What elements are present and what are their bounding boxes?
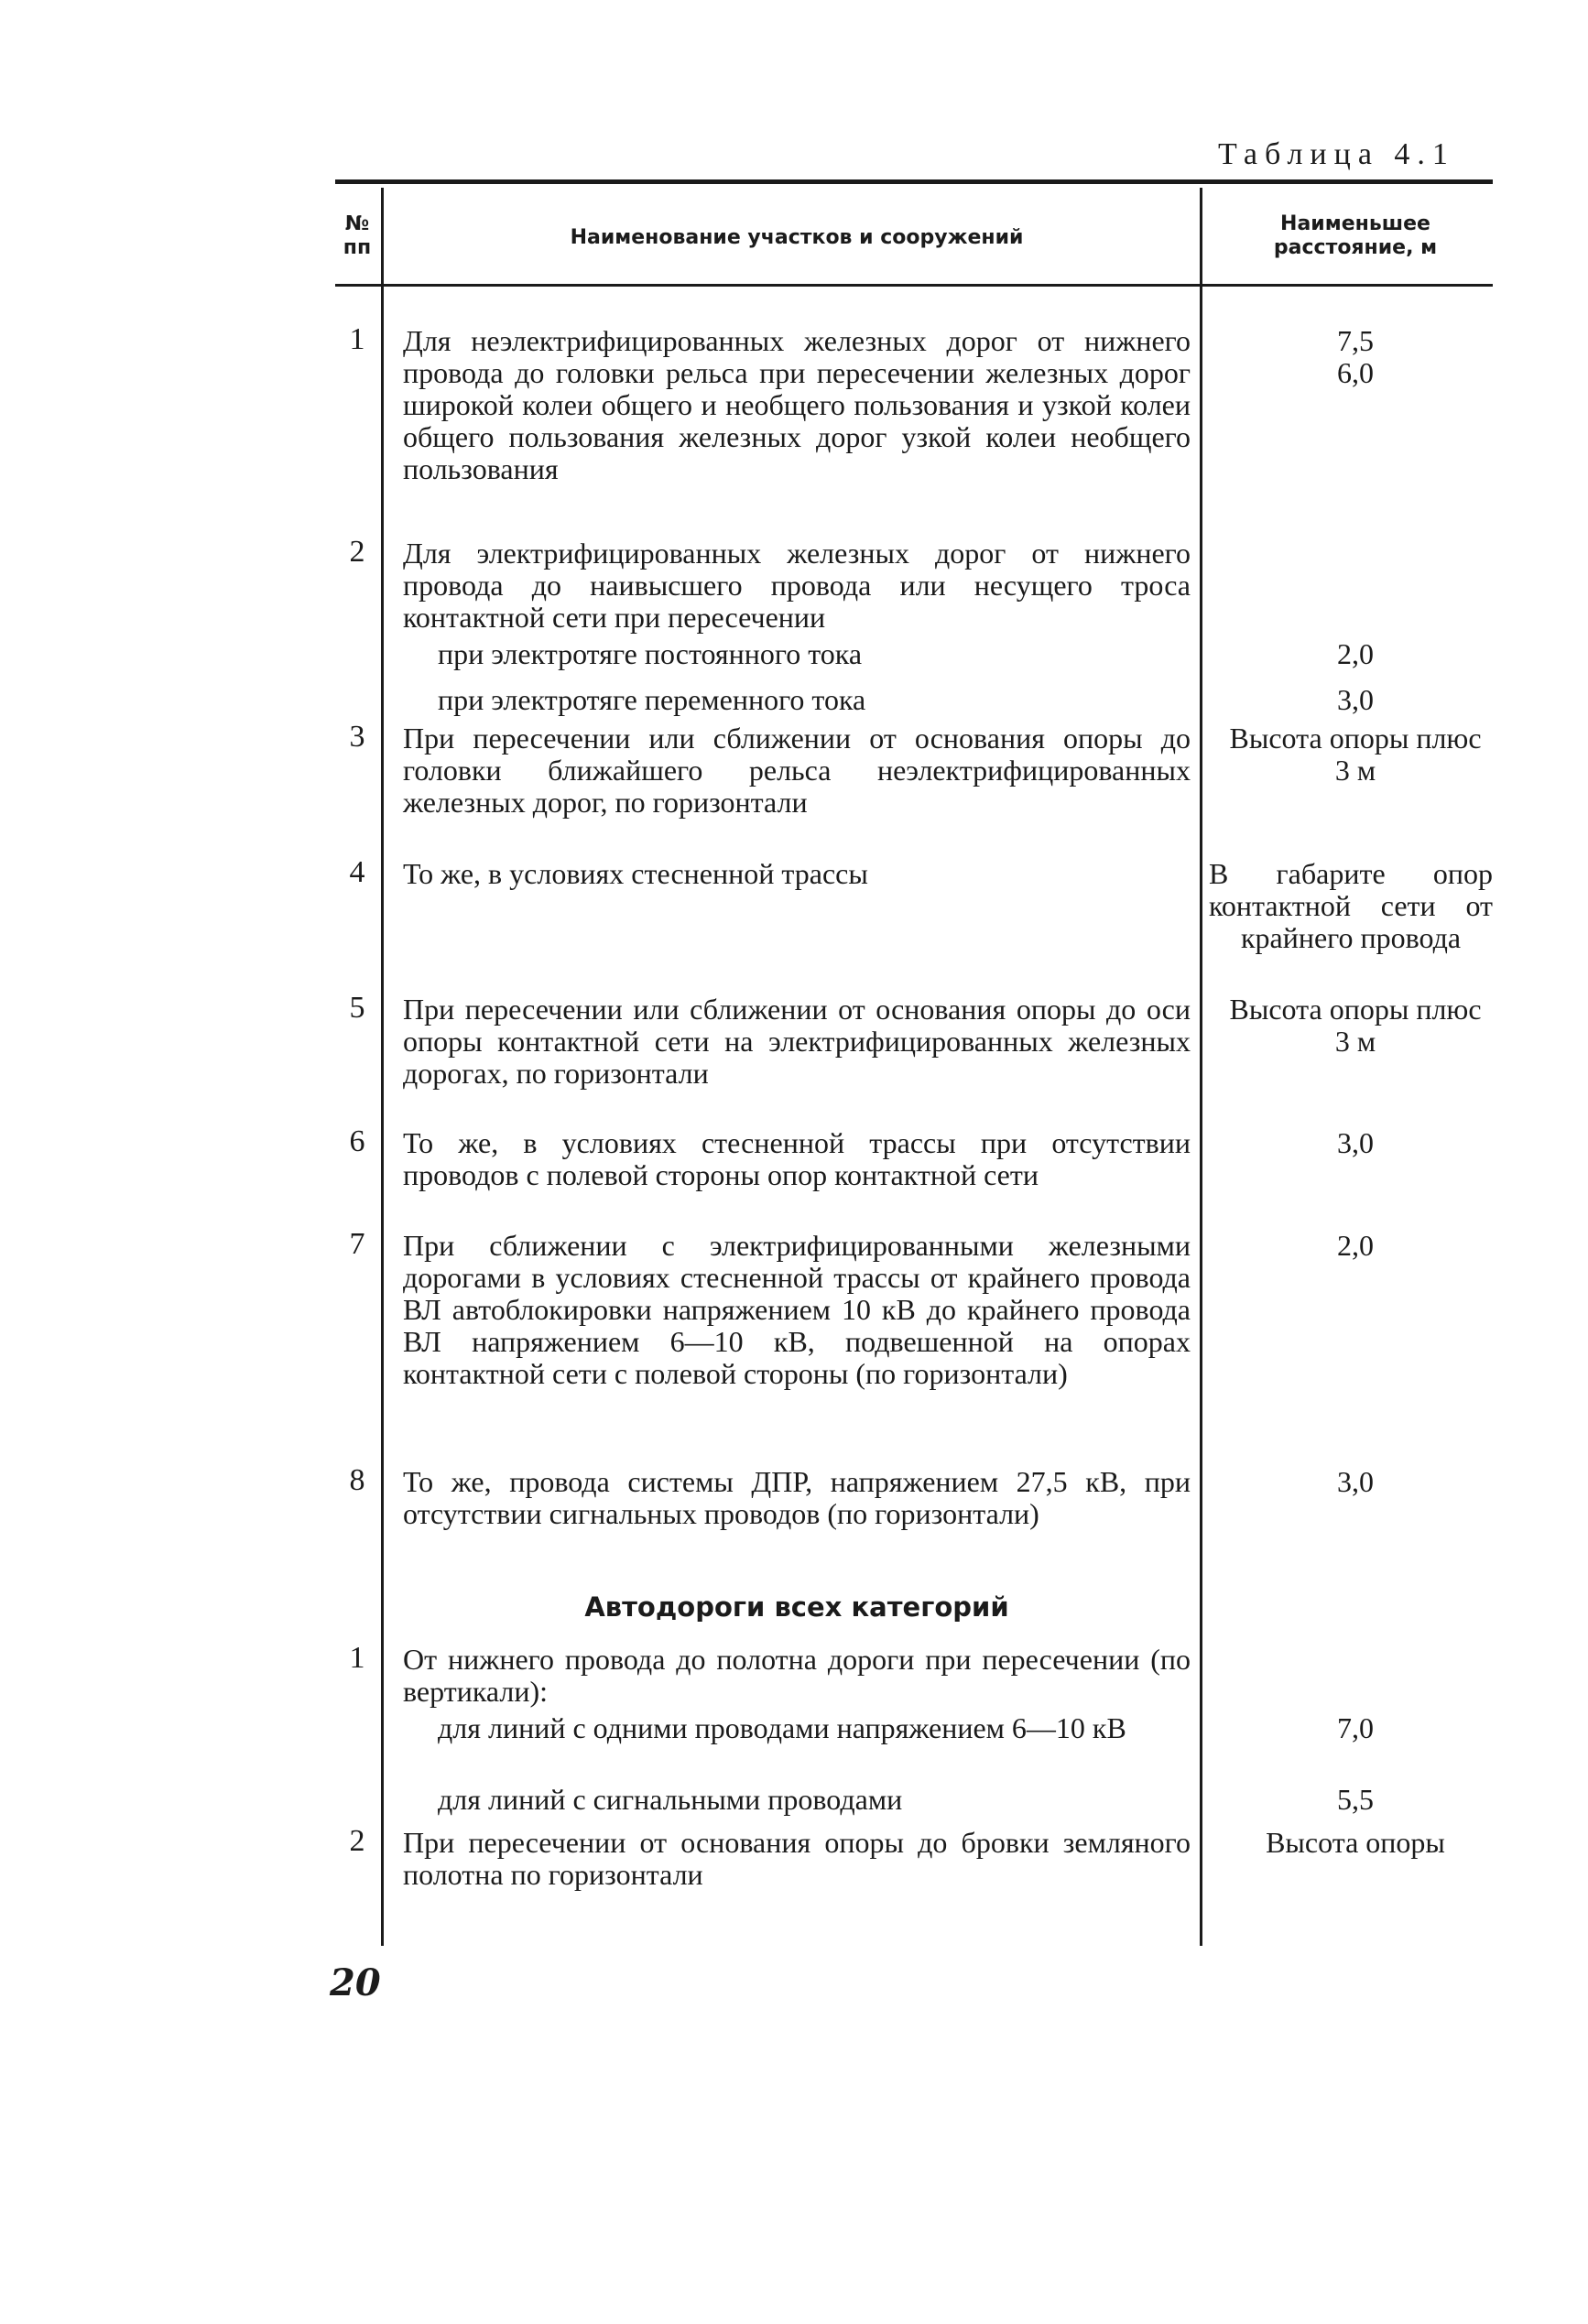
- row-value: 7,5 6,0: [1337, 324, 1374, 389]
- table-caption: Таблица 4.1: [1218, 137, 1455, 171]
- row-description: При пересечении от основания опоры до бровки земляного полотна по горизонтали: [403, 1826, 1191, 1891]
- row-description: То же, провода системы ДПР, напряжением 27,5 кВ, при отсутствии сигнальных проводов (по горизонтали): [403, 1465, 1191, 1530]
- row-description: При пересечении или сближении от основания опоры до оси опоры контактной сети на электрифицированных железных дорогах, по горизонтали: [403, 993, 1191, 1090]
- row-description: Для неэлектрифицированных железных дорог от нижнего провода до головки рельса при пересечении железных дорог широкой колеи общего и необщего пользования и узкой колеи общего пользования железных дорог узкой колеи необщего пользования: [403, 324, 1191, 485]
- row-description: При сближении с электрифицированными железными дорогами в условиях стесненной трассы от крайнего провода ВЛ автоблокировки напряжением 10 кВ до крайнего провода ВЛ напряжением 6—10 кВ, подвешенной на опорах контактной сети с полевой стороны (по горизонтали): [403, 1229, 1191, 1390]
- row-description: При пересечении или сближении от основания опоры до головки ближайшего рельса неэлектрифицированных железных дорог, по горизонтали: [403, 722, 1191, 819]
- row-value: Высота опоры плюс 3 м: [1229, 722, 1482, 787]
- row-number: 1: [349, 1641, 365, 1675]
- row-value: 3,0: [1337, 1126, 1374, 1159]
- row-description: То же, в условиях стесненной трассы: [403, 857, 868, 890]
- page-number: 20: [330, 1961, 381, 2004]
- row-description: для линий с сигнальными проводами: [438, 1783, 903, 1816]
- row-number: 4: [349, 855, 365, 889]
- row-value: 2,0: [1337, 1229, 1374, 1262]
- row-number: 7: [349, 1227, 365, 1261]
- row-number: 2: [349, 1824, 365, 1858]
- table-top-rule: [335, 179, 1493, 184]
- row-description: при электротяге переменного тока: [438, 683, 866, 716]
- column-divider-right: [1200, 188, 1202, 1946]
- row-number: 2: [349, 535, 365, 569]
- row-value: 3,0: [1337, 1465, 1374, 1498]
- header-bottom-rule: [335, 284, 1493, 287]
- row-description: От нижнего провода до полотна дороги при пересечении (по вертикали):: [403, 1643, 1191, 1708]
- row-number: 6: [349, 1124, 365, 1158]
- row-value: В габарите опор контактной сети от крайнего провода: [1209, 857, 1493, 954]
- column-divider-left: [381, 188, 384, 1946]
- row-value: Высота опоры: [1266, 1826, 1445, 1859]
- row-value: 2,0: [1337, 637, 1374, 670]
- header-distance: Наименьшее расстояние, м: [1273, 212, 1438, 259]
- row-value: 3,0: [1337, 683, 1374, 716]
- row-value: 5,5: [1337, 1783, 1374, 1816]
- row-value: Высота опоры плюс 3 м: [1229, 993, 1482, 1058]
- header-name: Наименование участков и сооружений: [570, 226, 1024, 249]
- row-description: для линий с одними проводами напряжением 6—10 кВ: [438, 1711, 1126, 1744]
- row-description: То же, в условиях стесненной трассы при отсутствии проводов с полевой стороны опор контактной сети: [403, 1126, 1191, 1191]
- section-title: Автодороги всех категорий: [584, 1591, 1009, 1623]
- row-number: 1: [349, 322, 365, 356]
- row-value: 7,0: [1337, 1711, 1374, 1744]
- row-description: Для электрифицированных железных дорог от нижнего провода до наивысшего провода или несущего троса контактной сети при пересечении: [403, 537, 1191, 634]
- row-number: 8: [349, 1463, 365, 1497]
- header-number: № пп: [343, 212, 372, 259]
- row-description: при электротяге постоянного тока: [438, 637, 863, 670]
- row-number: 3: [349, 720, 365, 754]
- row-number: 5: [349, 991, 365, 1025]
